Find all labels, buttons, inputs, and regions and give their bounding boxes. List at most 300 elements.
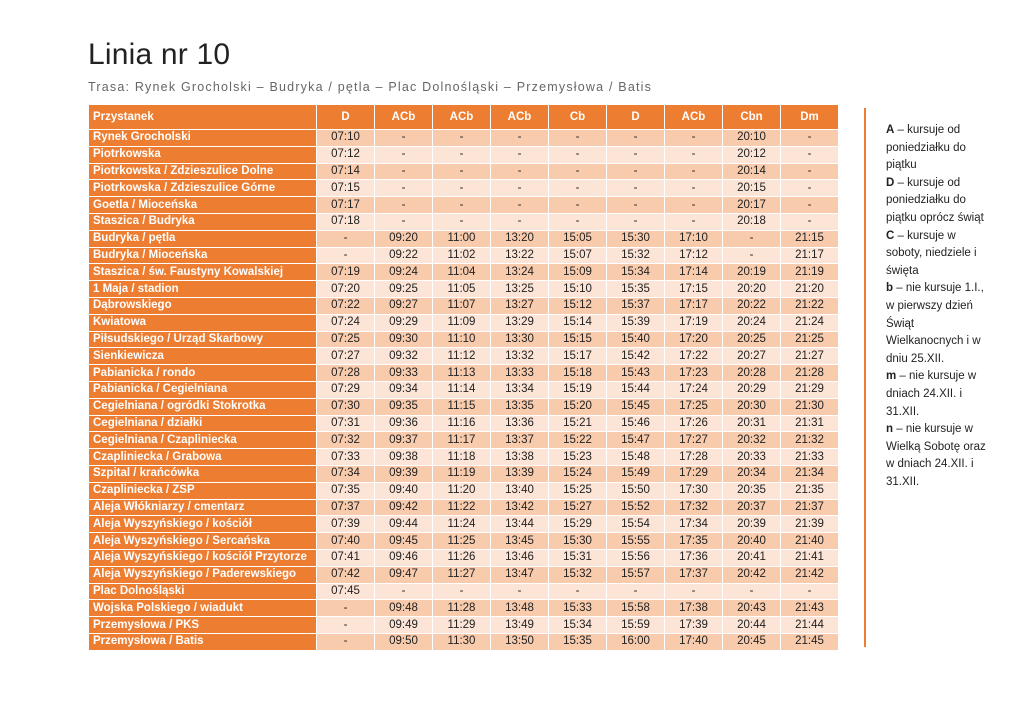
departure-time: 17:38	[665, 600, 723, 617]
stop-name: Cegielniana / działki	[89, 415, 317, 432]
departure-time: -	[433, 583, 491, 600]
departure-time: 17:20	[665, 331, 723, 348]
departure-time: 07:29	[317, 381, 375, 398]
departure-time: 17:30	[665, 482, 723, 499]
departure-time: 13:29	[491, 314, 549, 331]
departure-time: 13:35	[491, 398, 549, 415]
legend-item	[886, 421, 986, 491]
legend-text: – nie kursuje w dniach 24.XII. i 31.XII.	[886, 370, 977, 418]
departure-time: 07:25	[317, 331, 375, 348]
departure-time: 07:24	[317, 314, 375, 331]
departure-time: 09:50	[375, 633, 433, 650]
departure-time: -	[607, 146, 665, 163]
departure-time: -	[665, 146, 723, 163]
departure-time: 15:45	[607, 398, 665, 415]
table-row	[89, 499, 839, 516]
stop-name: Piotrkowska / Zdzieszulice Dolne	[89, 163, 317, 180]
departure-time: -	[723, 247, 781, 264]
table-row	[89, 348, 839, 365]
table-row	[89, 314, 839, 331]
stop-name: Pabianicka / rondo	[89, 365, 317, 382]
departure-time: 20:27	[723, 348, 781, 365]
table-row	[89, 633, 839, 650]
table-row	[89, 180, 839, 197]
departure-time: 15:30	[607, 230, 665, 247]
departure-time: 11:19	[433, 465, 491, 482]
departure-time: 07:18	[317, 213, 375, 230]
departure-time: 13:40	[491, 482, 549, 499]
stop-name: Rynek Grocholski	[89, 130, 317, 147]
column-header-course: ACb	[491, 105, 549, 130]
departure-time: 21:24	[781, 314, 839, 331]
column-header-course: ACb	[665, 105, 723, 130]
departure-time: 20:45	[723, 633, 781, 650]
departure-time: 09:46	[375, 549, 433, 566]
legend	[886, 122, 986, 491]
departure-time: -	[607, 163, 665, 180]
stop-name: Sienkiewicza	[89, 348, 317, 365]
stop-name: Goetla / Mioceńska	[89, 197, 317, 214]
departure-time: -	[491, 197, 549, 214]
departure-time: -	[607, 197, 665, 214]
departure-time: -	[607, 213, 665, 230]
departure-time: 09:38	[375, 449, 433, 466]
table-row	[89, 381, 839, 398]
departure-time: 21:35	[781, 482, 839, 499]
page-title: Linia nr 10	[88, 38, 231, 71]
stop-name: Cegielniana / ogródki Stokrotka	[89, 398, 317, 415]
stop-name: Czapliniecka / ZSP	[89, 482, 317, 499]
departure-time: 20:24	[723, 314, 781, 331]
departure-time: -	[607, 130, 665, 147]
departure-time: 20:29	[723, 381, 781, 398]
departure-time: 15:34	[607, 264, 665, 281]
departure-time: 17:24	[665, 381, 723, 398]
departure-time: 21:43	[781, 600, 839, 617]
table-row	[89, 197, 839, 214]
departure-time: 15:40	[607, 331, 665, 348]
departure-time: 07:20	[317, 281, 375, 298]
departure-time: 15:37	[607, 297, 665, 314]
departure-time: 15:39	[607, 314, 665, 331]
departure-time: 13:36	[491, 415, 549, 432]
stop-name: Budryka / Mioceńska	[89, 247, 317, 264]
departure-time: 11:29	[433, 617, 491, 634]
departure-time: 07:34	[317, 465, 375, 482]
departure-time: 11:26	[433, 549, 491, 566]
table-row	[89, 365, 839, 382]
departure-time: 07:17	[317, 197, 375, 214]
departure-time: 21:20	[781, 281, 839, 298]
departure-time: 17:34	[665, 516, 723, 533]
departure-time: 20:19	[723, 264, 781, 281]
column-header-stop: Przystanek	[89, 105, 317, 130]
departure-time: -	[549, 213, 607, 230]
departure-time: -	[317, 617, 375, 634]
column-header-course: ACb	[433, 105, 491, 130]
table-row	[89, 230, 839, 247]
departure-time: -	[433, 163, 491, 180]
departure-time: -	[491, 180, 549, 197]
stop-name: Piłsudskiego / Urząd Skarbowy	[89, 331, 317, 348]
departure-time: 11:14	[433, 381, 491, 398]
departure-time: 11:27	[433, 566, 491, 583]
departure-time: -	[491, 163, 549, 180]
departure-time: -	[549, 583, 607, 600]
departure-time: 20:35	[723, 482, 781, 499]
departure-time: 17:29	[665, 465, 723, 482]
departure-time: -	[665, 583, 723, 600]
table-row	[89, 600, 839, 617]
legend-item	[886, 228, 986, 281]
departure-time: -	[317, 633, 375, 650]
departure-time: -	[781, 213, 839, 230]
departure-time: 09:47	[375, 566, 433, 583]
stop-name: Staszica / św. Faustyny Kowalskiej	[89, 264, 317, 281]
departure-time: 11:09	[433, 314, 491, 331]
departure-time: 07:35	[317, 482, 375, 499]
table-row	[89, 432, 839, 449]
departure-time: 21:42	[781, 566, 839, 583]
stop-name: Kwiatowa	[89, 314, 317, 331]
departure-time: 21:41	[781, 549, 839, 566]
departure-time: 15:48	[607, 449, 665, 466]
departure-time: 15:43	[607, 365, 665, 382]
departure-time: 13:47	[491, 566, 549, 583]
departure-time: -	[665, 197, 723, 214]
departure-time: 21:25	[781, 331, 839, 348]
departure-time: 13:20	[491, 230, 549, 247]
departure-time: 17:17	[665, 297, 723, 314]
departure-time: 11:30	[433, 633, 491, 650]
departure-time: -	[723, 583, 781, 600]
departure-time: 15:21	[549, 415, 607, 432]
departure-time: 09:32	[375, 348, 433, 365]
departure-time: -	[781, 180, 839, 197]
departure-time: 11:22	[433, 499, 491, 516]
departure-time: 07:41	[317, 549, 375, 566]
table-row	[89, 264, 839, 281]
departure-time: 20:39	[723, 516, 781, 533]
departure-time: -	[433, 213, 491, 230]
column-header-course: Dm	[781, 105, 839, 130]
departure-time: -	[375, 130, 433, 147]
stop-name: Piotrkowska / Zdzieszulice Górne	[89, 180, 317, 197]
departure-time: 13:49	[491, 617, 549, 634]
departure-time: 13:34	[491, 381, 549, 398]
departure-time: 20:43	[723, 600, 781, 617]
departure-time: -	[375, 583, 433, 600]
departure-time: 21:39	[781, 516, 839, 533]
departure-time: -	[549, 163, 607, 180]
departure-time: 15:34	[549, 617, 607, 634]
departure-time: 09:35	[375, 398, 433, 415]
departure-time: 21:45	[781, 633, 839, 650]
legend-key: A	[886, 124, 895, 136]
departure-time: 15:14	[549, 314, 607, 331]
stop-name: Aleja Wyszyńskiego / Paderewskiego	[89, 566, 317, 583]
departure-time: -	[665, 163, 723, 180]
departure-time: 17:39	[665, 617, 723, 634]
departure-time: 21:44	[781, 617, 839, 634]
departure-time: 15:12	[549, 297, 607, 314]
departure-time: -	[665, 180, 723, 197]
departure-time: 15:17	[549, 348, 607, 365]
departure-time: 17:35	[665, 533, 723, 550]
departure-time: 21:32	[781, 432, 839, 449]
departure-time: 13:25	[491, 281, 549, 298]
departure-time: 09:20	[375, 230, 433, 247]
departure-time: 20:33	[723, 449, 781, 466]
departure-time: -	[607, 583, 665, 600]
timetable-header-row	[89, 105, 839, 130]
departure-time: 15:10	[549, 281, 607, 298]
departure-time: -	[317, 230, 375, 247]
departure-time: -	[781, 197, 839, 214]
legend-key: n	[886, 423, 894, 436]
departure-time: 20:40	[723, 533, 781, 550]
departure-time: -	[549, 146, 607, 163]
legend-text: – kursuje od poniedziałku do piątku oprócz świąt	[886, 176, 984, 224]
departure-time: 17:22	[665, 348, 723, 365]
departure-time: 09:42	[375, 499, 433, 516]
departure-time: 17:19	[665, 314, 723, 331]
departure-time: 13:32	[491, 348, 549, 365]
departure-time: 13:24	[491, 264, 549, 281]
departure-time: 15:44	[607, 381, 665, 398]
departure-time: 15:42	[607, 348, 665, 365]
departure-time: -	[433, 180, 491, 197]
departure-time: 13:42	[491, 499, 549, 516]
table-row	[89, 213, 839, 230]
departure-time: 09:29	[375, 314, 433, 331]
departure-time: 09:49	[375, 617, 433, 634]
departure-time: 20:18	[723, 213, 781, 230]
departure-time: 20:44	[723, 617, 781, 634]
departure-time: 07:37	[317, 499, 375, 516]
departure-time: 11:02	[433, 247, 491, 264]
departure-time: 17:14	[665, 264, 723, 281]
departure-time: 15:20	[549, 398, 607, 415]
departure-time: -	[781, 163, 839, 180]
timetable	[88, 104, 839, 651]
table-row	[89, 533, 839, 550]
departure-time: 21:33	[781, 449, 839, 466]
departure-time: 09:40	[375, 482, 433, 499]
departure-time: 07:28	[317, 365, 375, 382]
legend-key: D	[886, 176, 895, 189]
stop-name: Aleja Wyszyńskiego / kościół	[89, 516, 317, 533]
departure-time: 17:26	[665, 415, 723, 432]
departure-time: -	[375, 163, 433, 180]
departure-time: 20:37	[723, 499, 781, 516]
departure-time: 20:14	[723, 163, 781, 180]
departure-time: 11:17	[433, 432, 491, 449]
departure-time: 21:31	[781, 415, 839, 432]
departure-time: 09:22	[375, 247, 433, 264]
departure-time: -	[491, 146, 549, 163]
departure-time: 07:19	[317, 264, 375, 281]
departure-time: 07:30	[317, 398, 375, 415]
departure-time: 07:22	[317, 297, 375, 314]
departure-time: 15:32	[549, 566, 607, 583]
departure-time: 11:25	[433, 533, 491, 550]
stop-name: Piotrkowska	[89, 146, 317, 163]
departure-time: 07:14	[317, 163, 375, 180]
departure-time: 15:09	[549, 264, 607, 281]
departure-time: 13:33	[491, 365, 549, 382]
legend-divider	[864, 108, 866, 647]
departure-time: 15:57	[607, 566, 665, 583]
departure-time: -	[491, 130, 549, 147]
departure-time: 13:46	[491, 549, 549, 566]
departure-time: 13:22	[491, 247, 549, 264]
departure-time: 17:15	[665, 281, 723, 298]
departure-time: 15:18	[549, 365, 607, 382]
departure-time: 15:59	[607, 617, 665, 634]
departure-time: 11:05	[433, 281, 491, 298]
column-header-course: Cb	[549, 105, 607, 130]
departure-time: 15:27	[549, 499, 607, 516]
departure-time: 21:15	[781, 230, 839, 247]
table-row	[89, 297, 839, 314]
departure-time: 20:22	[723, 297, 781, 314]
departure-time: 20:17	[723, 197, 781, 214]
departure-time: 11:16	[433, 415, 491, 432]
departure-time: 13:48	[491, 600, 549, 617]
departure-time: 07:40	[317, 533, 375, 550]
departure-time: 07:33	[317, 449, 375, 466]
stop-name: Przemysłowa / Batis	[89, 633, 317, 650]
departure-time: 09:37	[375, 432, 433, 449]
departure-time: 15:55	[607, 533, 665, 550]
timetable-body	[89, 130, 839, 651]
departure-time: 15:54	[607, 516, 665, 533]
departure-time: 15:32	[607, 247, 665, 264]
column-header-course: D	[607, 105, 665, 130]
column-header-course: ACb	[375, 105, 433, 130]
column-header-course: Cbn	[723, 105, 781, 130]
departure-time: 15:29	[549, 516, 607, 533]
departure-time: 21:30	[781, 398, 839, 415]
departure-time: 07:27	[317, 348, 375, 365]
departure-time: 07:39	[317, 516, 375, 533]
departure-time: 15:35	[549, 633, 607, 650]
departure-time: 07:15	[317, 180, 375, 197]
departure-time: 17:37	[665, 566, 723, 583]
departure-time: -	[781, 146, 839, 163]
departure-time: 16:00	[607, 633, 665, 650]
departure-time: 07:31	[317, 415, 375, 432]
departure-time: -	[491, 213, 549, 230]
departure-time: 17:25	[665, 398, 723, 415]
table-row	[89, 566, 839, 583]
departure-time: -	[375, 180, 433, 197]
departure-time: -	[549, 197, 607, 214]
departure-time: -	[433, 130, 491, 147]
departure-time: -	[549, 130, 607, 147]
departure-time: 21:27	[781, 348, 839, 365]
departure-time: 20:10	[723, 130, 781, 147]
departure-time: 11:13	[433, 365, 491, 382]
table-row	[89, 415, 839, 432]
legend-text: – kursuje od poniedziałku do piątku	[886, 124, 966, 172]
departure-time: -	[375, 197, 433, 214]
departure-time: 17:10	[665, 230, 723, 247]
departure-time: 15:56	[607, 549, 665, 566]
departure-time: 15:23	[549, 449, 607, 466]
departure-time: 11:12	[433, 348, 491, 365]
departure-time: 11:18	[433, 449, 491, 466]
stop-name: Dąbrowskiego	[89, 297, 317, 314]
departure-time: 09:36	[375, 415, 433, 432]
departure-time: 20:25	[723, 331, 781, 348]
stop-name: Szpital / krańcówka	[89, 465, 317, 482]
departure-time: -	[433, 197, 491, 214]
departure-time: 11:04	[433, 264, 491, 281]
legend-item	[886, 122, 986, 175]
table-row	[89, 482, 839, 499]
table-row	[89, 516, 839, 533]
departure-time: 20:20	[723, 281, 781, 298]
departure-time: 11:00	[433, 230, 491, 247]
departure-time: 17:23	[665, 365, 723, 382]
departure-time: 09:34	[375, 381, 433, 398]
departure-time: 09:30	[375, 331, 433, 348]
stop-name: Aleja Włókniarzy / cmentarz	[89, 499, 317, 516]
table-row	[89, 449, 839, 466]
legend-item	[886, 175, 986, 228]
departure-time: 20:28	[723, 365, 781, 382]
table-row	[89, 617, 839, 634]
departure-time: 20:32	[723, 432, 781, 449]
legend-item	[886, 368, 986, 421]
departure-time: -	[781, 583, 839, 600]
departure-time: 15:30	[549, 533, 607, 550]
departure-time: 20:12	[723, 146, 781, 163]
table-row	[89, 583, 839, 600]
table-row	[89, 146, 839, 163]
departure-time: 21:34	[781, 465, 839, 482]
stop-name: Przemysłowa / PKS	[89, 617, 317, 634]
departure-time: 21:29	[781, 381, 839, 398]
legend-text: – kursuje w soboty, niedziele i święta	[886, 229, 977, 277]
departure-time: 07:32	[317, 432, 375, 449]
table-row	[89, 465, 839, 482]
departure-time: -	[375, 146, 433, 163]
departure-time: 15:33	[549, 600, 607, 617]
departure-time: 21:28	[781, 365, 839, 382]
departure-time: -	[317, 600, 375, 617]
departure-time: 15:22	[549, 432, 607, 449]
departure-time: 15:15	[549, 331, 607, 348]
table-row	[89, 281, 839, 298]
departure-time: 07:45	[317, 583, 375, 600]
departure-time: 11:10	[433, 331, 491, 348]
stop-name: 1 Maja / stadion	[89, 281, 317, 298]
table-row	[89, 247, 839, 264]
departure-time: 13:50	[491, 633, 549, 650]
departure-time: -	[375, 213, 433, 230]
departure-time: 15:05	[549, 230, 607, 247]
departure-time: 15:52	[607, 499, 665, 516]
stop-name: Wojska Polskiego / wiadukt	[89, 600, 317, 617]
departure-time: 20:34	[723, 465, 781, 482]
legend-key: b	[886, 282, 894, 295]
stop-name: Aleja Wyszyńskiego / Sercańska	[89, 533, 317, 550]
departure-time: 15:49	[607, 465, 665, 482]
departure-time: 09:25	[375, 281, 433, 298]
